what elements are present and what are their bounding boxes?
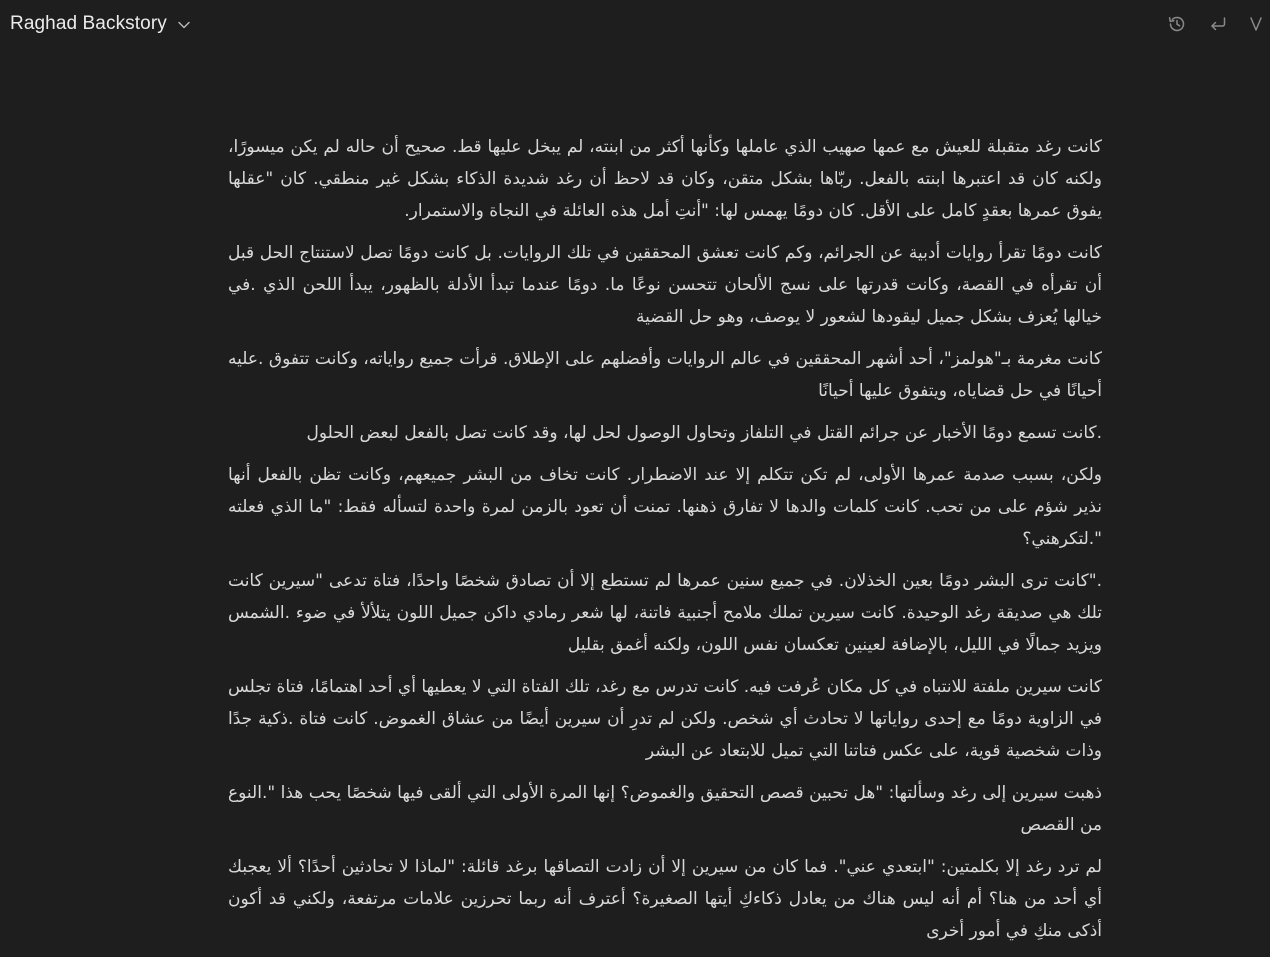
paragraph-9: لم ترد رغد إلا بكلمتين: "ابتعدي عني". فما كان من سيرين إلا أن زادت التصاقها برغد قائلة: "لماذا لا تحادثين أحدًا؟ ألا يعجبك أي أحد من هنا؟ أم أنه ليس هناك من يعادل ذكاءكِ أيتها الصغيرة؟ أعترف أنه ربما تحرزين علامات مرتفعة، ولكني قد أكون أذكى منكِ في أمور أخرى [228,857,1102,941]
document-title: Raghad Backstory [10,13,167,34]
more-icon[interactable] [1248,13,1260,35]
paragraph-3: كانت مغرمة بـ"هولمز"، أحد أشهر المحققين في عالم الروايات وأفضلهم على الإطلاق. قرأت جميع رواياته، وكانت تتفوق .عليه أحيانًا في حل قضاياه، ويتفوق عليها أحيانًا [228,349,1102,401]
history-icon[interactable] [1166,13,1188,35]
document-body[interactable] [228,131,1102,957]
chevron-down-icon[interactable] [177,17,191,31]
paragraph-8: ذهبت سيرين إلى رغد وسألتها: "هل تحبين قصص التحقيق والغموض؟ إنها المرة الأولى التي ألقى فيها شخصًا يحب هذا ".النوع من القصص [228,783,1102,835]
paragraph-6: ."كانت ترى البشر دومًا بعين الخذلان. في جميع سنين عمرها لم تستطع إلا أن تصادق شخصًا واحدًا، فتاة تدعى "سيرين كانت تلك هي صديقة رغد الوحيدة. كانت سيرين تملك ملامح أجنبية فاتنة، لها شعر رمادي داكن جميل اللون يتلألأ في ضوء .الشمس ويزيد جمالًا في الليل، بالإضافة لعينين تعكسان نفس اللون، ولكنه أغمق بقليل [228,571,1102,655]
paragraph-2: كانت دومًا تقرأ روايات أدبية عن الجرائم، وكم كانت تعشق المحققين في تلك الروايات. بل كانت دومًا تصل لاستنتاج الحل قبل أن تقرأه في القصة، وكانت قدرتها على نسج الألحان تتحسن نوعًا ما. دومًا عندما تبدأ الأدلة بالظهور، يبدأ اللحن الذي .في خيالها يُعزف بشكل جميل ليقودها لشعور لا يوصف، وهو حل القضية [228,243,1102,327]
paragraph-4: .كانت تسمع دومًا الأخبار عن جرائم القتل في التلفاز وتحاول الوصول لحل لها، وقد كانت تصل بالفعل لبعض الحلول [306,423,1102,443]
paragraph-5: ولكن، بسبب صدمة عمرها الأولى، لم تكن تتكلم إلا عند الاضطرار. كانت تخاف من البشر جميعهم، وكانت تظن بالفعل أنها نذير شؤم على من تحب. كانت كلمات والدها لا تفارق ذهنها. تمنت أن تعود بالزمن لمرة واحدة لتسأله فقط: "ما الذي فعلته ".لتكرهني؟ [228,465,1102,549]
paragraph-7: كانت سيرين ملفتة للانتباه في كل مكان عُرفت فيه. كانت تدرس مع رغد، تلك الفتاة التي لا يعطيها أي أحد اهتمامًا، فتاة تجلس في الزاوية دومًا مع إحدى رواياتها لا تحادث أي شخص. ولكن لم تدرِ أن سيرين أيضًا من عشاق الغموض. كانت فتاة .ذكية جدًا وذات شخصية قوية، على عكس فتاتنا التي تميل للابتعاد عن البشر [228,677,1102,761]
paragraph-1: كانت رغد متقبلة للعيش مع عمها صهيب الذي عاملها وكأنها أكثر من ابنته، لم يبخل عليها قط. صحيح أن حاله لم يكن ميسورًا، ولكنه كان قد اعتبرها ابنته بالفعل. ربّاها بشكل متقن، وكان قد لاحظ أن رغد شديدة الذكاء بشكل غير منطقي. كان "عقلها يفوق عمرها بعقدٍ كامل على الأقل. كان دومًا يهمس لها: "أنتِ أمل هذه العائلة في النجاة والاستمرار. [228,137,1102,221]
return-icon[interactable] [1207,13,1229,35]
top-bar [0,0,1260,52]
document-title-dropdown[interactable] [10,13,191,35]
